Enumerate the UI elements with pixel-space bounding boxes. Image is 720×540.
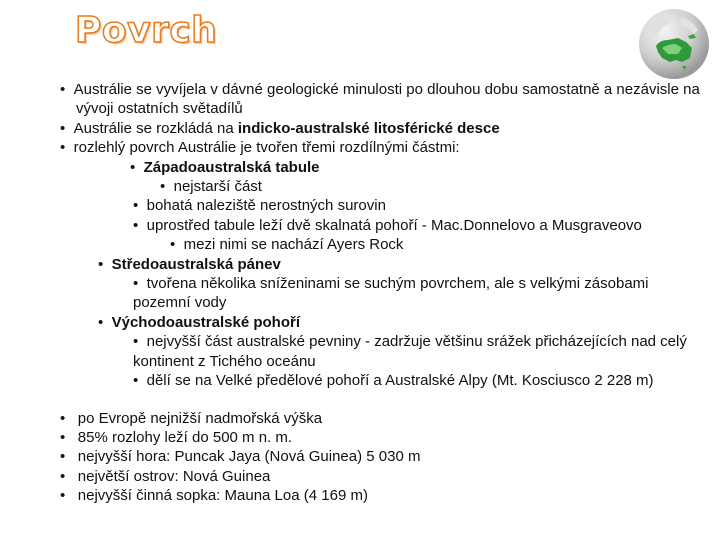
- list-item: • 85% rozlohy leží do 500 m n. m.: [60, 428, 293, 446]
- list-item: • Středoaustralská pánev: [98, 255, 281, 273]
- list-item: • Austrálie se rozkládá na indicko-australské litosférické desce: [60, 119, 500, 137]
- list-item: • uprostřed tabule leží dvě skalnatá pohoří - Mac.Donnelovo a Musgraveovo: [133, 216, 642, 234]
- list-item: • Východoaustralské pohoří: [98, 313, 300, 331]
- list-item: • nejvyšší hora: Puncak Jaya (Nová Guinea) 5 030 m: [60, 448, 421, 466]
- list-item: • rozlehlý povrch Austrálie je tvořen třemi rozdílnými částmi:: [60, 139, 460, 157]
- slide-title: Povrch: [75, 10, 218, 51]
- globe-australia-icon: [636, 6, 712, 82]
- bullet: •: [60, 81, 66, 98]
- bullet-text: Austrálie se vyvíjela v dávné geologické minulosti po dlouhou dobu samostatně a nezávisle na vývoji ostatních světadílů: [73, 81, 700, 118]
- list-item: [60, 80, 710, 119]
- slide-body: [60, 80, 710, 506]
- list-item: • největší ostrov: Nová Guinea: [60, 467, 271, 485]
- list-item: • tvořena několika sníženinami se suchým povrchem, ale s velkými zásobami pozemní vody: [133, 275, 649, 312]
- list-item: • nejvyšší činná sopka: Mauna Loa (4 169 m): [60, 487, 368, 505]
- list-item: • Západoaustralská tabule: [130, 158, 320, 176]
- list-item: • nejstarší část: [160, 178, 262, 196]
- list-item: • po Evropě nejnižší nadmořská výška: [60, 409, 323, 427]
- list-item: • mezi nimi se nachází Ayers Rock: [170, 236, 404, 254]
- list-item: • dělí se na Velké předělové pohoří a Australské Alpy (Mt. Kosciusco 2 228 m): [133, 372, 654, 390]
- list-item: • nejvyšší část australské pevniny - zadržuje většinu srážek přicházejících nad celý kontinent z Tichého oceánu: [133, 333, 687, 370]
- list-item: • bohatá naleziště nerostných surovin: [133, 197, 386, 215]
